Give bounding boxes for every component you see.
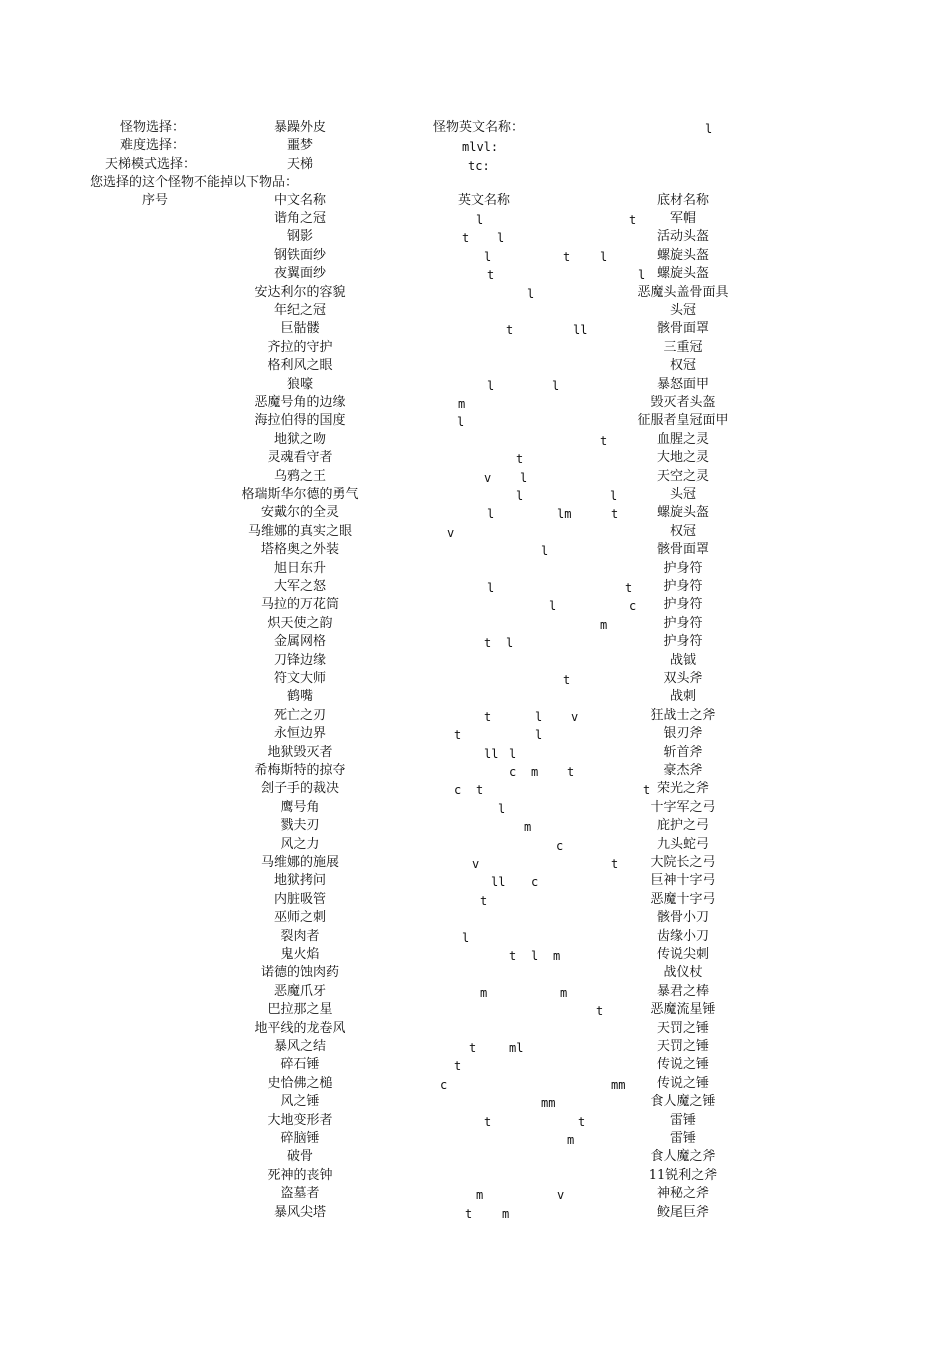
item-base-name: 权冠	[669, 358, 697, 374]
item-chinese-name: 谐角之冠	[273, 211, 327, 226]
item-chinese-name: 地狱毁灭者	[267, 744, 333, 760]
item-chinese-name: 鬼火焰	[280, 947, 320, 962]
item-english-name-fragment: l	[520, 470, 528, 485]
item-base-name: 恶魔十字弓	[650, 891, 716, 907]
item-chinese-name: 碎石锤	[280, 1057, 320, 1073]
item-base-name: 骸骨面罩	[656, 542, 710, 558]
item-base-name: 护身符	[663, 634, 703, 650]
table-row	[0, 596, 950, 614]
table-row	[0, 928, 950, 946]
item-base-name: 银刃斧	[663, 726, 703, 742]
item-base-name: 庇护之弓	[656, 818, 710, 834]
item-english-name-fragment: t	[462, 231, 470, 246]
item-english-name-fragment: l	[552, 378, 560, 393]
item-base-name: 血腥之灵	[656, 431, 710, 447]
item-english-name-fragment: l	[541, 544, 549, 559]
item-base-name: 暴怒面甲	[656, 376, 710, 392]
item-base-name: 鲛尾巨斧	[656, 1204, 710, 1220]
table-row	[0, 431, 950, 449]
item-chinese-name: 鹤嘴	[286, 689, 314, 705]
item-chinese-name: 史恰佛之槌	[267, 1075, 333, 1091]
item-english-name-fragment: m	[480, 985, 488, 1000]
table-row	[0, 1093, 950, 1111]
item-chinese-name: 大地变形者	[267, 1112, 333, 1128]
item-base-name: 斩首斧	[663, 744, 703, 760]
item-base-name: 食人魔之斧	[650, 1149, 716, 1165]
table-row	[0, 247, 950, 265]
table-row	[0, 468, 950, 486]
item-chinese-name: 安戴尔的全灵	[260, 505, 340, 521]
table-row	[0, 1167, 950, 1185]
item-english-name-fragment: t	[480, 893, 488, 908]
item-chinese-name: 死神的丧钟	[267, 1167, 333, 1183]
item-chinese-name: 金属网格	[273, 634, 327, 650]
item-english-name-fragment: t	[611, 507, 619, 522]
item-chinese-name: 永恒边界	[273, 726, 327, 742]
item-english-name-fragment: l	[638, 268, 646, 283]
table-row	[0, 964, 950, 982]
item-english-name-fragment: lm	[557, 507, 572, 522]
item-english-name-fragment: t	[600, 433, 608, 448]
table-row	[0, 1020, 950, 1038]
item-base-name: 神秘之斧	[656, 1186, 710, 1202]
item-chinese-name: 戮夫刃	[280, 818, 320, 834]
table-row	[0, 1112, 950, 1130]
item-english-name-fragment: l	[497, 231, 505, 246]
table-row	[0, 946, 950, 964]
item-base-name: 护身符	[663, 579, 703, 594]
item-english-name-fragment: ll	[573, 323, 588, 338]
table-row	[0, 1001, 950, 1019]
item-chinese-name: 巴拉那之星	[267, 1002, 333, 1018]
item-base-name: 大院长之弓	[650, 855, 716, 870]
item-base-name: 螺旋头盔	[656, 266, 710, 282]
item-base-name: 护身符	[663, 597, 703, 613]
column-header-base-name: 底材名称	[656, 193, 710, 208]
item-base-name: 天空之灵	[656, 468, 710, 484]
item-chinese-name: 格瑞斯华尔德的勇气	[241, 487, 359, 502]
table-row	[0, 652, 950, 670]
item-base-name: 恶魔头盖骨面具	[637, 284, 729, 300]
table-row	[0, 854, 950, 872]
table-row	[0, 817, 950, 835]
column-header-index: 序号	[141, 193, 169, 208]
item-english-name-fragment: c	[629, 599, 637, 614]
item-english-name-fragment: m	[458, 397, 466, 411]
table-row	[0, 1038, 950, 1056]
item-english-name-fragment: t	[611, 857, 619, 871]
difficulty-select-value[interactable]: 噩梦	[286, 138, 314, 153]
item-chinese-name: 暴风尖塔	[273, 1204, 327, 1220]
item-english-name-fragment: c	[531, 875, 539, 890]
item-english-name-fragment: l	[476, 213, 484, 227]
item-chinese-name: 暴风之结	[273, 1039, 327, 1054]
item-english-name-fragment: m	[567, 1133, 575, 1147]
mlvl-label: mlvl:	[462, 140, 499, 154]
monster-select-value[interactable]: 暴躁外皮	[273, 120, 327, 135]
item-chinese-name: 地平线的龙卷风	[254, 1020, 346, 1036]
item-base-name: 传说之锤	[656, 1057, 710, 1073]
item-english-name-fragment: t	[567, 765, 575, 779]
item-chinese-name: 马拉的万花筒	[260, 597, 340, 613]
item-base-name: 暴君之棒	[656, 983, 710, 999]
item-chinese-name: 钢影	[286, 229, 314, 245]
table-row	[0, 449, 950, 467]
item-english-name-fragment: l	[527, 286, 535, 301]
item-chinese-name: 裂肉者	[280, 928, 320, 944]
table-row	[0, 228, 950, 246]
item-english-name-fragment: t	[454, 728, 462, 743]
ladder-mode-value[interactable]: 天梯	[286, 157, 314, 172]
item-english-name-fragment: l	[600, 249, 608, 264]
item-chinese-name: 刽子手的裁决	[260, 781, 340, 797]
item-chinese-name: 狼嚎	[286, 376, 314, 392]
item-base-name: 活动头盔	[656, 229, 710, 245]
item-english-name-fragment: t	[629, 213, 637, 227]
item-base-name: 九头蛇弓	[656, 836, 710, 852]
item-english-name-fragment: l	[549, 599, 557, 614]
item-english-name-fragment: l	[516, 489, 524, 503]
item-base-name: 战仪杖	[663, 965, 703, 981]
item-english-name-fragment: t	[465, 1206, 473, 1221]
item-english-name-fragment: v	[447, 525, 455, 540]
item-chinese-name: 刀锋边缘	[273, 652, 327, 668]
item-english-name-fragment: l	[531, 949, 539, 963]
item-base-name: 巨神十字弓	[650, 873, 716, 889]
table-row	[0, 909, 950, 927]
item-base-name: 护身符	[663, 560, 703, 576]
item-english-name-fragment: t	[563, 249, 571, 264]
table-row	[0, 1148, 950, 1166]
item-chinese-name: 符文大师	[273, 671, 327, 686]
item-english-name-fragment: mm	[541, 1096, 556, 1111]
table-row	[0, 762, 950, 780]
table-row	[0, 799, 950, 817]
item-chinese-name: 乌鸦之王	[273, 468, 327, 484]
item-chinese-name: 格利风之眼	[267, 358, 333, 374]
item-english-name-fragment: t	[484, 636, 492, 651]
item-english-name-fragment: l	[462, 930, 470, 945]
item-english-name-fragment: ll	[491, 875, 506, 890]
item-english-name-fragment: l	[484, 249, 492, 264]
item-english-name-fragment: c	[440, 1077, 448, 1092]
table-row	[0, 376, 950, 394]
table-row	[0, 560, 950, 578]
item-english-name-fragment: v	[484, 470, 492, 485]
table-row	[0, 688, 950, 706]
item-english-name-fragment: t	[625, 581, 633, 595]
table-row	[0, 725, 950, 743]
item-english-name-fragment: v	[571, 709, 579, 724]
table-row	[0, 891, 950, 909]
item-base-name: 大地之灵	[656, 450, 710, 466]
item-base-name: 荣光之斧	[656, 781, 710, 797]
item-base-name: 雷锤	[669, 1112, 697, 1128]
item-english-name-fragment: l	[610, 489, 618, 503]
monster-english-name-label: 怪物英文名称：	[433, 120, 525, 135]
item-base-name: 护身符	[663, 615, 703, 631]
item-base-name: 螺旋头盔	[656, 505, 710, 521]
item-english-name-fragment: ml	[509, 1041, 524, 1055]
item-chinese-name: 地狱之吻	[273, 431, 327, 447]
item-base-name: 食人魔之锤	[650, 1094, 716, 1110]
item-base-name: 天罚之锤	[656, 1039, 710, 1054]
table-row	[0, 872, 950, 890]
item-english-name-fragment: mm	[611, 1077, 626, 1092]
item-chinese-name: 恶魔号角的边缘	[254, 395, 346, 410]
table-row	[0, 320, 950, 338]
item-english-name-fragment: t	[476, 783, 484, 798]
item-english-name-fragment: l	[498, 801, 506, 816]
item-base-name: 狂战士之斧	[650, 707, 716, 723]
table-row	[0, 523, 950, 541]
table-row	[0, 486, 950, 504]
item-english-name-fragment: m	[476, 1188, 484, 1203]
item-english-name-fragment: t	[643, 783, 651, 798]
item-chinese-name: 钢铁面纱	[273, 247, 327, 263]
item-chinese-name: 大军之怒	[273, 579, 327, 594]
item-chinese-name: 炽天使之韵	[267, 615, 333, 631]
table-row	[0, 357, 950, 375]
item-english-name-fragment: t	[454, 1059, 462, 1074]
table-row	[0, 302, 950, 320]
item-english-name-fragment: l	[535, 709, 543, 724]
table-row	[0, 394, 950, 412]
item-base-name: 恶魔流星锤	[650, 1002, 716, 1018]
item-english-name-fragment: l	[535, 728, 543, 743]
table-row	[0, 615, 950, 633]
item-base-name: 十字军之弓	[650, 799, 716, 815]
item-base-name: 天罚之锤	[656, 1020, 710, 1036]
item-base-name: 齿缘小刀	[656, 928, 710, 944]
item-english-name-fragment: l	[487, 378, 495, 393]
item-base-name: 双头斧	[663, 671, 703, 686]
item-chinese-name: 风之锤	[280, 1094, 320, 1110]
item-base-name: 传说尖刺	[656, 947, 710, 962]
table-row	[0, 504, 950, 522]
item-chinese-name: 安达利尔的容貌	[254, 284, 346, 300]
table-row	[0, 265, 950, 283]
monster-select-label: 怪物选择：	[120, 120, 186, 135]
item-chinese-name: 灵魂看守者	[267, 450, 333, 466]
difficulty-select-label: 难度选择：	[120, 138, 186, 153]
item-base-name: 雷锤	[669, 1131, 697, 1146]
table-row	[0, 541, 950, 559]
item-chinese-name: 马维娜的施展	[260, 855, 340, 870]
item-chinese-name: 夜翼面纱	[273, 266, 327, 282]
table-row	[0, 1185, 950, 1203]
item-chinese-name: 鹰号角	[280, 799, 320, 815]
monster-english-name-value: l	[705, 122, 713, 136]
table-row	[0, 707, 950, 725]
item-english-name-fragment: c	[509, 765, 517, 779]
table-row	[0, 744, 950, 762]
item-chinese-name: 年纪之冠	[273, 303, 327, 318]
table-row	[0, 339, 950, 357]
item-english-name-fragment: v	[557, 1188, 565, 1203]
column-header-chinese-name: 中文名称	[273, 193, 327, 208]
item-base-name: 豪杰斧	[663, 763, 703, 778]
item-english-name-fragment: t	[578, 1114, 586, 1129]
item-english-name-fragment: t	[484, 709, 492, 724]
item-base-name: 毁灭者头盔	[650, 395, 716, 410]
item-english-name-fragment: t	[506, 323, 514, 338]
item-chinese-name: 碎脑锤	[280, 1131, 320, 1146]
item-english-name-fragment: m	[600, 617, 608, 632]
item-english-name-fragment: t	[484, 1114, 492, 1129]
column-header-english-name: 英文名称	[457, 193, 511, 208]
table-row	[0, 284, 950, 302]
table-row	[0, 670, 950, 688]
item-english-name-fragment: m	[524, 820, 532, 835]
item-chinese-name: 死亡之刃	[273, 707, 327, 723]
table-row	[0, 633, 950, 651]
table-row	[0, 983, 950, 1001]
item-english-name-fragment: m	[531, 765, 539, 779]
table-row	[0, 1130, 950, 1148]
item-english-name-fragment: t	[596, 1004, 604, 1019]
item-english-name-fragment: v	[472, 857, 480, 871]
item-english-name-fragment: t	[563, 673, 571, 687]
item-chinese-name: 盗墓者	[280, 1186, 320, 1202]
item-base-name: 11锐利之斧	[648, 1167, 718, 1183]
table-row	[0, 412, 950, 430]
item-chinese-name: 巨骷髅	[280, 321, 320, 337]
item-base-name: 三重冠	[663, 339, 703, 355]
item-english-name-fragment: l	[487, 581, 495, 595]
item-english-name-fragment: c	[454, 783, 462, 798]
item-base-name: 权冠	[669, 523, 697, 539]
item-base-name: 骸骨小刀	[656, 910, 710, 926]
item-chinese-name: 马维娜的真实之眼	[247, 523, 353, 539]
item-chinese-name: 风之力	[280, 836, 320, 852]
item-english-name-fragment: t	[469, 1041, 477, 1055]
item-base-name: 头冠	[669, 303, 697, 318]
item-english-name-fragment: t	[516, 452, 524, 467]
cannot-drop-notice: 您选择的这个怪物不能掉以下物品：	[90, 175, 299, 190]
item-base-name: 战钺	[669, 652, 697, 668]
item-chinese-name: 海拉伯得的国度	[254, 413, 346, 429]
table-row	[0, 578, 950, 596]
table-row	[0, 1075, 950, 1093]
item-chinese-name: 地狱拷问	[273, 873, 327, 889]
item-base-name: 传说之锤	[656, 1075, 710, 1091]
tc-label: tc:	[468, 159, 490, 173]
item-chinese-name: 巫师之刺	[273, 910, 327, 926]
item-base-name: 军帽	[669, 211, 697, 226]
item-english-name-fragment: l	[506, 636, 514, 651]
item-english-name-fragment: ll	[484, 746, 499, 761]
item-base-name: 征服者皇冠面甲	[637, 413, 729, 429]
item-english-name-fragment: c	[556, 838, 564, 853]
item-english-name-fragment: l	[487, 507, 495, 522]
item-base-name: 战刺	[669, 689, 697, 705]
item-english-name-fragment: t	[509, 949, 517, 963]
table-row	[0, 1204, 950, 1222]
table-row	[0, 780, 950, 798]
item-english-name-fragment: t	[487, 268, 495, 283]
item-english-name-fragment: l	[457, 415, 465, 430]
item-base-name: 骸骨面罩	[656, 321, 710, 337]
item-chinese-name: 诺德的蚀肉药	[260, 965, 340, 981]
item-english-name-fragment: l	[509, 746, 517, 761]
table-row	[0, 1056, 950, 1074]
item-chinese-name: 旭日东升	[273, 560, 327, 576]
ladder-mode-label: 天梯模式选择：	[105, 157, 197, 172]
item-chinese-name: 塔格奥之外装	[260, 542, 340, 558]
item-chinese-name: 希梅斯特的掠夺	[254, 763, 346, 778]
item-english-name-fragment: m	[560, 985, 568, 1000]
item-chinese-name: 内脏吸管	[273, 891, 327, 907]
item-chinese-name: 恶魔爪牙	[273, 983, 327, 999]
item-english-name-fragment: m	[502, 1206, 510, 1221]
item-base-name: 头冠	[669, 487, 697, 502]
table-row	[0, 836, 950, 854]
item-base-name: 螺旋头盔	[656, 247, 710, 263]
item-chinese-name: 齐拉的守护	[267, 339, 333, 355]
item-english-name-fragment: m	[553, 949, 561, 963]
item-chinese-name: 破骨	[286, 1149, 314, 1165]
table-row	[0, 210, 950, 228]
